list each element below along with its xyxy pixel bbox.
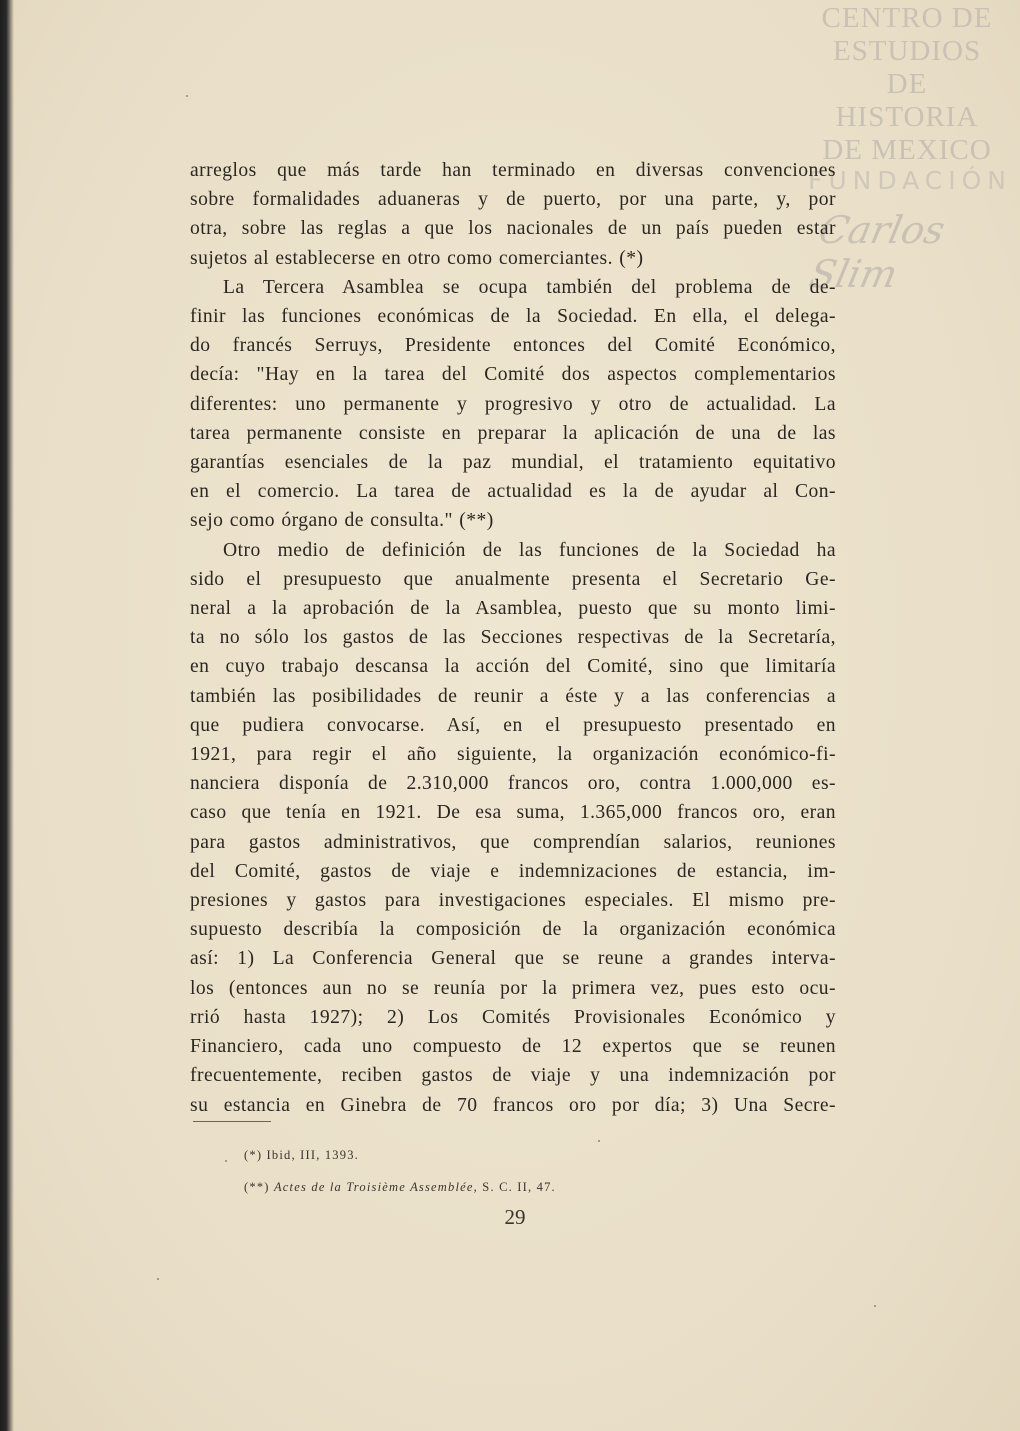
- footnote-title: Actes de la Troisième Assemblée,: [273, 1180, 478, 1194]
- text-line: su estancia en Ginebra de 70 francos oro por día; 3) Una Secre-: [190, 1094, 836, 1116]
- paragraph-1: [190, 156, 836, 273]
- text-line: La Tercera Asamblea se ocupa también del problema de de-: [223, 276, 836, 298]
- watermark-line: ESTUDIOS: [832, 35, 982, 67]
- scan-speck: [186, 95, 188, 97]
- text-line: los (entonces aun no se reunía por la primera vez, pues esto ocu-: [190, 977, 836, 999]
- text-line: Financiero, cada uno compuesto de 12 expertos que se reunen: [190, 1036, 836, 1058]
- footnote-reference: S. C. II, 47.: [477, 1180, 556, 1194]
- footnotes: [244, 1139, 556, 1203]
- paragraph-2: [190, 273, 836, 536]
- text-line: que pudiera convocarse. Así, en el presupuesto presentado en: [190, 714, 836, 736]
- footnote-divider: [193, 1121, 271, 1122]
- text-line: presiones y gastos para investigaciones especiales. El mismo pre-: [190, 890, 836, 912]
- footnote-2: [244, 1171, 556, 1203]
- watermark-foundation: FUNDACIÓN: [807, 166, 1012, 195]
- text-line: ta no sólo los gastos de las Secciones respectivas de la Secretaría,: [190, 627, 836, 649]
- watermark-line: DE MEXICO: [822, 134, 992, 166]
- text-line: rrió hasta 1927); 2) Los Comités Provisionales Económico y: [190, 1006, 836, 1028]
- scan-speck: [874, 1305, 876, 1307]
- text-line: finir las funciones económicas de la Sociedad. En ella, el delega-: [190, 306, 836, 328]
- text-line: frecuentemente, reciben gastos de viaje y una indemnización por: [190, 1065, 836, 1087]
- footnote-marker: (**): [244, 1180, 270, 1194]
- text-line: caso que tenía en 1921. De esa suma, 1.365,000 francos oro, eran: [190, 802, 836, 824]
- text-line: sido el presupuesto que anualmente presenta el Secretario Ge-: [190, 568, 836, 590]
- scan-speck: [225, 1160, 227, 1162]
- text-line: decía: "Hay en la tarea del Comité dos aspectos complementarios: [190, 364, 836, 386]
- watermark-signature: Carlos Slim: [805, 208, 949, 296]
- text-line: 1921, para regir el año siguiente, la organización económico-fi-: [190, 744, 836, 766]
- footnote-marker: (*): [244, 1148, 263, 1162]
- text-line: do francés Serruys, Presidente entonces del Comité Económico,: [190, 335, 836, 357]
- footnote-text: Ibid, III, 1393.: [266, 1148, 359, 1162]
- text-line: supuesto describía la composición de la organización económica: [190, 919, 836, 941]
- text-line: en el comercio. La tarea de actualidad es la de ayudar al Con-: [190, 481, 836, 503]
- text-line: diferentes: uno permanente y progresivo y otro de actualidad. La: [190, 393, 836, 415]
- text-line: del Comité, gastos de viaje e indemnizaciones de estancia, im-: [190, 860, 836, 882]
- text-line: también las posibilidades de reunir a éste y a las conferencias a: [190, 685, 836, 707]
- text-line: sejo como órgano de consulta." (**): [190, 510, 494, 532]
- watermark-line: CENTRO DE: [821, 2, 993, 34]
- text-line: garantías esenciales de la paz mundial, el tratamiento equitativo: [190, 452, 836, 474]
- footnote-1: [244, 1139, 556, 1171]
- scan-speck: [157, 1278, 159, 1280]
- scan-edge-shadow: [0, 0, 14, 1431]
- text-line: Otro medio de definición de las funciones de la Sociedad ha: [223, 539, 836, 561]
- text-line: nanciera disponía de 2.310,000 francos oro, contra 1.000,000 es-: [190, 773, 836, 795]
- text-line: tarea permanente consiste en preparar la aplicación de una de las: [190, 422, 836, 444]
- paragraph-3: [190, 536, 836, 1120]
- body-text: [190, 156, 836, 1120]
- text-line: sujetos al establecerse en otro como comerciantes. (*): [190, 247, 644, 269]
- text-line: sobre formalidades aduaneras y de puerto, por una parte, y, por: [190, 189, 836, 211]
- page-number: 29: [504, 1205, 526, 1229]
- text-line: así: 1) La Conferencia General que se reune a grandes interva-: [190, 948, 836, 970]
- scan-speck: [598, 1140, 600, 1142]
- text-line: para gastos administrativos, que comprendían salarios, reuniones: [190, 831, 836, 853]
- text-line: otra, sobre las reglas a que los nacionales de un país pueden estar: [190, 218, 836, 240]
- watermark-line: DE HISTORIA: [835, 68, 979, 133]
- text-line: arreglos que más tarde han terminado en diversas convenciones: [190, 160, 836, 181]
- watermark-institution: [812, 2, 1002, 167]
- watermark: [805, 0, 1020, 296]
- text-line: en cuyo trabajo descansa la acción del Comité, sino que limitaría: [190, 656, 836, 678]
- text-line: neral a la aprobación de la Asamblea, puesto que su monto limi-: [190, 598, 836, 620]
